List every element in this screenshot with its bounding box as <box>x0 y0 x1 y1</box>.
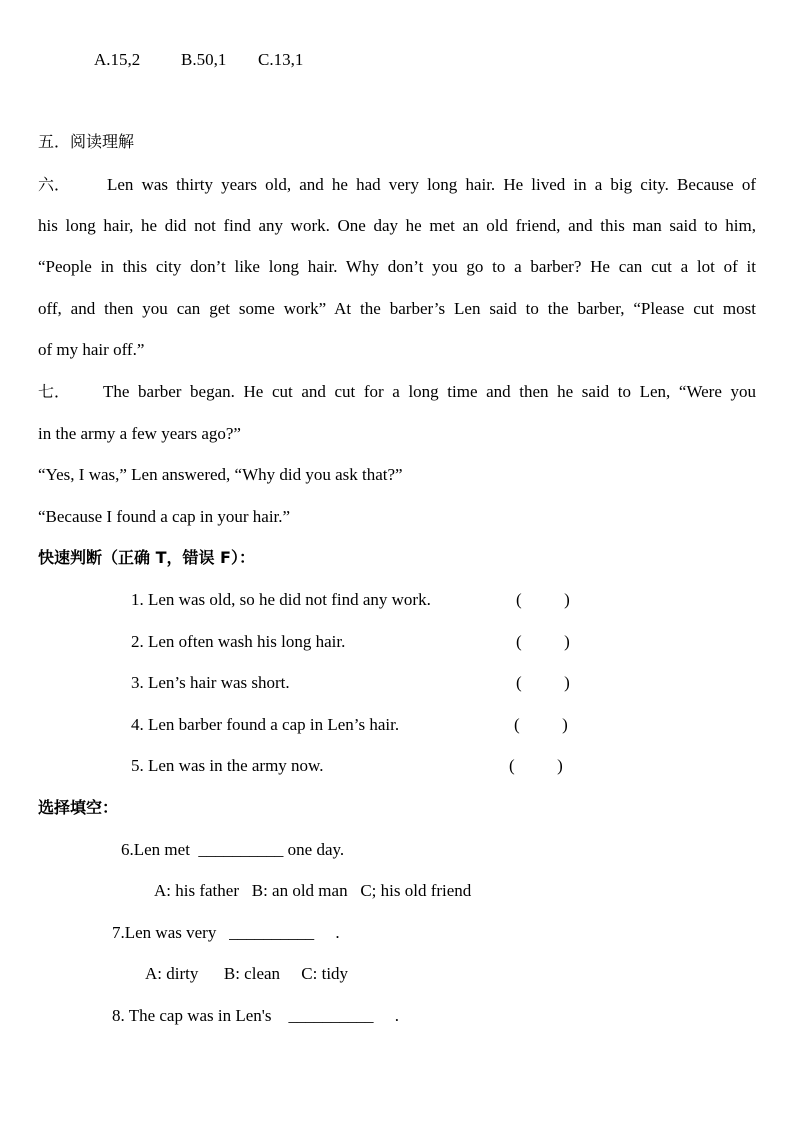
tf-question: 4. Len barber found a cap in Len’s hair. <box>131 715 400 734</box>
section-heading-reading: 五．阅读理解 <box>38 132 135 151</box>
option-b: B.50,1 <box>181 50 227 69</box>
passage-line: “Because I found a cap in your hair.” <box>38 507 291 526</box>
tf-heading: 快速判断（正确 T，错误 F）： <box>38 548 255 567</box>
passage-line: of my hair off.” <box>38 340 145 359</box>
passage-line: Len was thirty years old, and he had very long hair. He lived in a big city. Because of <box>107 175 756 194</box>
choice-heading: 选择填空： <box>38 798 119 817</box>
passage-line: in the army a few years ago?” <box>38 424 241 443</box>
choice-question: 8. The cap was in Len's __________ . <box>112 1006 399 1025</box>
answer-blank[interactable]: ( ) <box>516 673 570 692</box>
paragraph-marker-seven: 七． <box>38 382 71 401</box>
tf-question: 1. Len was old, so he did not find any work. <box>131 590 431 609</box>
tf-question: 2. Len often wash his long hair. <box>131 632 346 651</box>
tf-question: 5. Len was in the army now. <box>131 756 324 775</box>
passage-line: his long hair, he did not find any work. One day he met an old friend, and this man said to him, <box>38 216 756 235</box>
choice-question: 7.Len was very __________ . <box>112 923 340 942</box>
passage-line: “People in this city don’t like long hair. Why don’t you go to a barber? He can cut a lot of it <box>38 257 756 276</box>
option-c: C.13,1 <box>258 50 304 69</box>
answer-blank[interactable]: ( ) <box>516 632 570 651</box>
paragraph-marker-six: 六． <box>38 175 71 194</box>
choice-question: 6.Len met __________ one day. <box>121 840 345 859</box>
answer-blank[interactable]: ( ) <box>509 756 563 775</box>
passage-line: off, and then you can get some work” At the barber’s Len said to the barber, “Please cut most <box>38 299 756 318</box>
answer-blank[interactable]: ( ) <box>516 590 570 609</box>
choice-options: A: his father B: an old man C; his old friend <box>154 881 472 900</box>
tf-question: 3. Len’s hair was short. <box>131 673 290 692</box>
choice-options: A: dirty B: clean C: tidy <box>145 964 349 983</box>
passage-line: The barber began. He cut and cut for a long time and then he said to Len, “Were you <box>103 382 756 401</box>
answer-blank[interactable]: ( ) <box>514 715 568 734</box>
passage-line: “Yes, I was,” Len answered, “Why did you ask that?” <box>38 465 403 484</box>
option-a: A.15,2 <box>94 50 141 69</box>
